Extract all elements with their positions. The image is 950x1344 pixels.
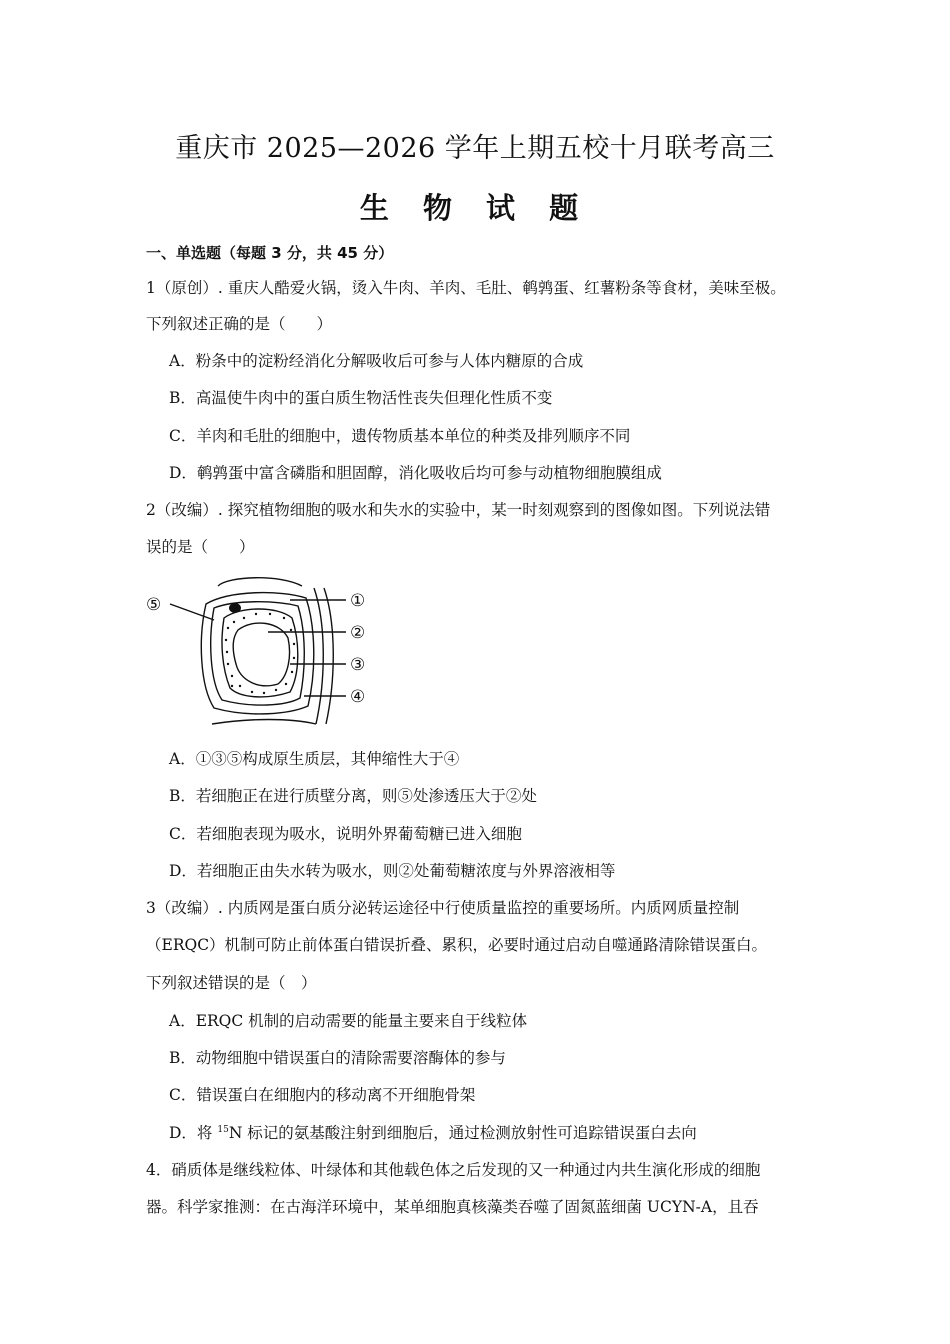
exam-subject: 生 物 试 题 <box>359 191 591 225</box>
q2-option-c: C．若细胞表现为吸水，说明外界葡萄糖已进入细胞 <box>169 825 522 843</box>
cell-wall <box>201 593 313 714</box>
plant-cell-diagram <box>140 568 390 728</box>
q2-stem-line2: 误的是（ ） <box>146 538 255 556</box>
label-1: ① <box>350 591 366 611</box>
leader-5 <box>170 604 214 620</box>
label-3: ③ <box>350 655 366 675</box>
q4-stem-line1: 4．硝质体是继线粒体、叶绿体和其他载色体之后发现的又一种通过内共生演化形成的细胞 <box>146 1161 761 1179</box>
nucleus <box>229 603 241 613</box>
q1-option-c: C．羊肉和毛肚的细胞中，遗传物质基本单位的种类及排列顺序不同 <box>169 427 631 445</box>
q4-stem-line2: 器。科学家推测：在古海洋环境中，某单细胞真核藻类吞噬了固氮蓝细菌 UCYN-A，且吞 <box>146 1198 759 1216</box>
q2-option-d: D．若细胞正由失水转为吸水，则②处葡萄糖浓度与外界溶液相等 <box>169 862 616 880</box>
label-5: ⑤ <box>146 595 162 615</box>
q3-option-d-text: N 标记的氨基酸注射到细胞后，通过检测放射性可追踪错误蛋白去向 <box>228 1124 697 1142</box>
neighbor-cell-top <box>218 578 302 586</box>
q3-stem-line3: 下列叙述错误的是（ ） <box>146 974 317 992</box>
q3-option-d <box>169 1121 697 1143</box>
q3-stem-line2: （ERQC）机制可防止前体蛋白错误折叠、累积，必要时通过启动自噬通路清除错误蛋白。 <box>146 936 768 954</box>
q3-option-b: B．动物细胞中错误蛋白的清除需要溶酶体的参与 <box>169 1049 506 1067</box>
q3-option-a: A．ERQC 机制的启动需要的能量主要来自于线粒体 <box>169 1012 528 1030</box>
q3-stem-line1: 3（改编）. 内质网是蛋白质分泌转运途径中行使质量监控的重要场所。内质网质量控制 <box>146 899 740 917</box>
q1-option-d: D．鹌鹑蛋中富含磷脂和胆固醇，消化吸收后均可参与动植物细胞膜组成 <box>169 464 662 482</box>
isotope-superscript: 15 <box>217 1125 229 1135</box>
q3-option-d-prefix: D．将 <box>169 1124 218 1142</box>
q3-option-c: C．错误蛋白在细胞内的移动离不开细胞骨架 <box>169 1086 476 1104</box>
q1-stem-line1: 1（原创）. 重庆人酷爱火锅，烫入牛肉、羊肉、毛肚、鹌鹑蛋、红薯粉条等食材，美味至极。 <box>146 279 786 297</box>
q1-option-a: A．粉条中的淀粉经消化分解吸收后可参与人体内糖原的合成 <box>169 352 584 370</box>
section-heading: 一、单选题（每题 3 分，共 45 分） <box>146 244 394 262</box>
q2-stem-line1: 2（改编）. 探究植物细胞的吸水和失水的实验中，某一时刻观察到的图像如图。下列说法错 <box>146 501 771 519</box>
label-2: ② <box>350 623 366 643</box>
q1-option-b: B．高温使牛肉中的蛋白质生物活性丧失但理化性质不变 <box>169 389 553 407</box>
q2-option-a: A．①③⑤构成原生质层，其伸缩性大于④ <box>169 750 460 768</box>
label-4: ④ <box>350 687 366 707</box>
exam-title: 重庆市 2025—2026 学年上期五校十月联考高三 <box>175 133 775 164</box>
q1-stem-line2: 下列叙述正确的是（ ） <box>146 315 333 333</box>
q2-option-b: B．若细胞正在进行质壁分离，则⑤处渗透压大于②处 <box>169 787 537 805</box>
cytoplasm-dots <box>225 613 295 694</box>
